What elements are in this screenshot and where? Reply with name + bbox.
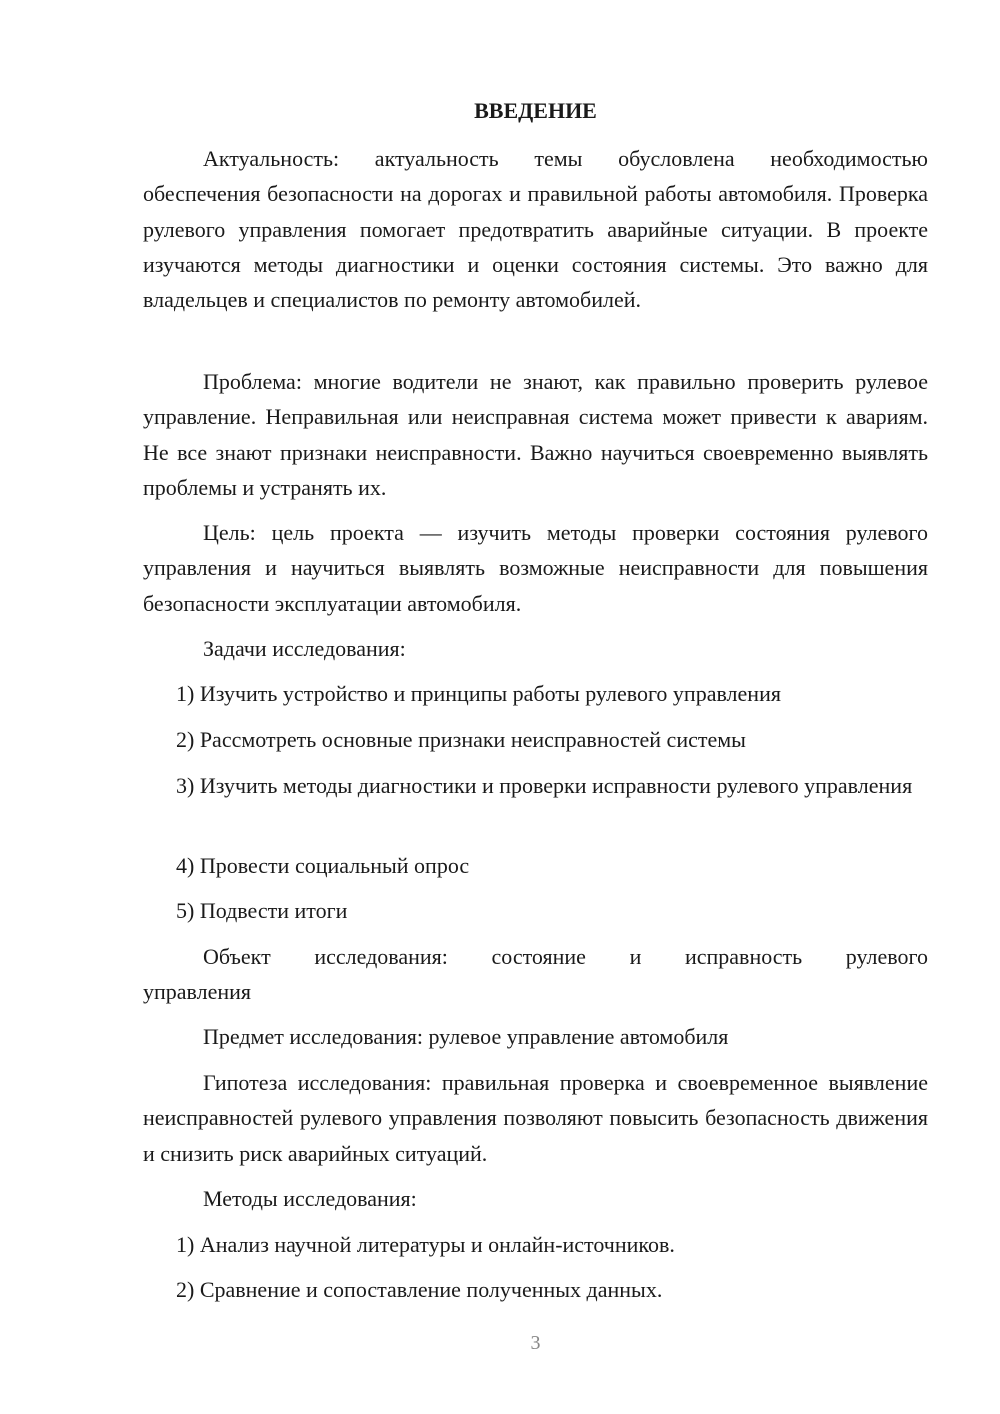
problem-paragraph: Проблема: многие водители не знают, как правильно проверить рулевое управление. Неправильная или неисправная система может привести к авариям. Не все знают признаки неисправности. Важно научиться своевременно выявлять проблемы и устранять их.: [143, 369, 928, 500]
goal-paragraph: Цель: цель проекта — изучить методы проверки состояния рулевого управления и научиться выявлять возможные неисправности для повышения безопасности эксплуатации автомобиля.: [143, 520, 928, 616]
page-number: 3: [530, 1332, 541, 1354]
page-title: ВВЕДЕНИЕ: [474, 98, 597, 123]
hypothesis-paragraph: Гипотеза исследования: правильная проверка и своевременное выявление неисправностей рулевого управления позволяют повысить безопасность движения и снизить риск аварийных ситуаций.: [143, 1070, 928, 1166]
method-item-2: 2) Сравнение и сопоставление полученных данных.: [176, 1277, 663, 1302]
methods-heading: Методы исследования:: [203, 1186, 417, 1211]
relevance-paragraph: Актуальность: актуальность темы обусловлена необходимостью обеспечения безопасности на дорогах и правильной работы автомобиля. Проверка рулевого управления помогает предотвратить аварийные ситуации. В проекте изучаются методы диагностики и оценки состояния системы. Это важно для владельцев и специалистов по ремонту автомобилей.: [143, 146, 928, 313]
task-item-3: 3) Изучить методы диагностики и проверки исправности рулевого управления: [176, 773, 913, 798]
task-item-4: 4) Провести социальный опрос: [176, 853, 470, 878]
task-item-5: 5) Подвести итоги: [176, 898, 348, 923]
task-item-2: 2) Рассмотреть основные признаки неисправностей системы: [176, 727, 746, 752]
subject-paragraph: Предмет исследования: рулевое управление автомобиля: [203, 1024, 729, 1049]
task-item-1: 1) Изучить устройство и принципы работы рулевого управления: [176, 681, 781, 706]
object-paragraph-continuation: управления: [143, 979, 252, 1004]
object-paragraph: Объект исследования: состояние и исправность рулевого: [203, 944, 928, 969]
method-item-1: 1) Анализ научной литературы и онлайн-источников.: [176, 1232, 675, 1257]
tasks-heading: Задачи исследования:: [203, 636, 406, 661]
